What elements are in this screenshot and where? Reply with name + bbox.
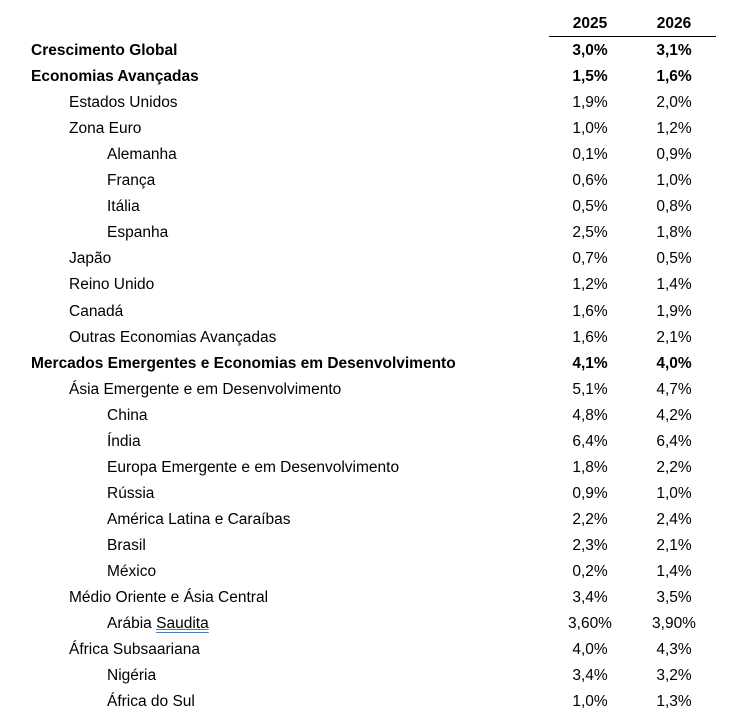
value-2025: 2,2% bbox=[572, 510, 608, 528]
row-label-text: América Latina e Caraíbas bbox=[107, 510, 291, 528]
value-2025: 3,60% bbox=[568, 615, 612, 633]
row-label-text: Espanha bbox=[107, 224, 169, 242]
table-row bbox=[0, 430, 729, 454]
table-row bbox=[0, 456, 729, 480]
table-row bbox=[0, 638, 729, 662]
value-2025: 1,2% bbox=[572, 276, 608, 294]
value-2025: 1,6% bbox=[572, 328, 608, 346]
value-2025: 3,4% bbox=[572, 667, 608, 685]
table-row bbox=[0, 143, 729, 167]
table-row bbox=[0, 39, 729, 63]
row-label bbox=[69, 326, 276, 350]
table-row bbox=[0, 378, 729, 402]
table-row bbox=[0, 664, 729, 688]
row-label-text: Economias Avançadas bbox=[31, 68, 199, 86]
value-2026: 1,6% bbox=[656, 68, 692, 86]
row-label-text: França bbox=[107, 172, 156, 190]
value-2026: 0,5% bbox=[656, 250, 692, 268]
value-2025: 4,0% bbox=[572, 641, 608, 659]
value-2026: 3,5% bbox=[656, 589, 692, 607]
table-row bbox=[0, 612, 729, 636]
row-label-text: Canadá bbox=[69, 302, 124, 320]
table-row bbox=[0, 404, 729, 428]
value-2026: 4,0% bbox=[656, 354, 692, 372]
table-row bbox=[0, 91, 729, 115]
value-2026: 2,2% bbox=[656, 458, 692, 476]
row-label bbox=[69, 638, 200, 662]
value-2026: 1,0% bbox=[656, 172, 692, 190]
row-label-text: Índia bbox=[107, 432, 141, 450]
table-row bbox=[0, 534, 729, 558]
table-row bbox=[0, 508, 729, 532]
row-label-text: Ásia Emergente e em Desenvolvimento bbox=[69, 380, 342, 398]
row-label-text: África do Sul bbox=[107, 693, 195, 711]
row-label bbox=[107, 612, 209, 636]
row-label bbox=[69, 586, 268, 610]
row-label bbox=[107, 664, 156, 688]
row-label bbox=[107, 534, 146, 558]
row-label bbox=[69, 273, 154, 297]
value-2026: 3,1% bbox=[656, 42, 692, 59]
row-label-text: Nigéria bbox=[107, 667, 157, 685]
row-label bbox=[69, 300, 123, 324]
row-label bbox=[107, 508, 291, 532]
value-2025: 0,7% bbox=[572, 250, 608, 268]
row-label-text: Alemanha bbox=[107, 146, 177, 164]
value-2026: 2,0% bbox=[656, 94, 692, 112]
value-2026: 4,2% bbox=[656, 406, 692, 424]
value-2025: 2,5% bbox=[572, 224, 608, 242]
row-label bbox=[31, 39, 177, 63]
row-label bbox=[107, 456, 399, 480]
row-label-text: Rússia bbox=[107, 484, 155, 502]
table-row bbox=[0, 690, 729, 714]
value-2026: 2,1% bbox=[656, 328, 692, 346]
row-label bbox=[107, 169, 155, 193]
value-2025: 6,4% bbox=[572, 432, 608, 450]
row-label bbox=[107, 143, 177, 167]
row-label-text: África Subsaariana bbox=[69, 641, 200, 659]
value-2026: 1,4% bbox=[656, 276, 692, 294]
value-2025: 1,0% bbox=[572, 120, 608, 138]
row-label-text: Arábia bbox=[107, 615, 157, 633]
table-row bbox=[0, 195, 729, 219]
row-label-text: Europa Emergente e em Desenvolvimento bbox=[107, 458, 400, 476]
row-label bbox=[107, 560, 156, 584]
row-label-text: Reino Unido bbox=[69, 276, 155, 294]
row-label bbox=[107, 221, 168, 245]
value-2025: 0,6% bbox=[572, 172, 608, 190]
table-row bbox=[0, 221, 729, 245]
value-2025: 3,4% bbox=[572, 589, 608, 607]
table-row bbox=[0, 482, 729, 506]
column-header-2025: 2025 bbox=[572, 15, 608, 32]
value-2026: 2,1% bbox=[656, 536, 692, 554]
table-row bbox=[0, 65, 729, 89]
value-2026: 3,90% bbox=[652, 615, 696, 633]
value-2026: 1,3% bbox=[656, 693, 692, 711]
table-row bbox=[0, 586, 729, 610]
value-2026: 2,4% bbox=[656, 510, 692, 528]
value-2026: 1,0% bbox=[656, 484, 692, 502]
row-label-text: Japão bbox=[69, 250, 112, 268]
row-label-text: Mercados Emergentes e Economias em Desenvolvimento bbox=[31, 354, 456, 372]
value-2026: 0,8% bbox=[656, 198, 692, 216]
row-label bbox=[107, 690, 195, 714]
value-2026: 1,8% bbox=[656, 224, 692, 242]
row-label bbox=[107, 482, 154, 506]
row-label-text: Zona Euro bbox=[69, 120, 142, 138]
value-2025: 1,8% bbox=[572, 458, 608, 476]
row-label-text: Médio Oriente e Ásia Central bbox=[69, 589, 269, 607]
table-row bbox=[0, 169, 729, 193]
row-label bbox=[69, 117, 141, 141]
row-label bbox=[107, 195, 140, 219]
value-2025: 4,8% bbox=[572, 406, 608, 424]
value-2025: 0,1% bbox=[572, 146, 608, 164]
value-2025: 3,0% bbox=[572, 42, 608, 59]
row-label bbox=[31, 352, 456, 376]
row-label bbox=[31, 65, 199, 89]
value-2026: 3,2% bbox=[656, 667, 692, 685]
value-2025: 2,3% bbox=[572, 536, 608, 554]
value-2025: 1,0% bbox=[572, 693, 608, 711]
table-row bbox=[0, 326, 729, 350]
row-label bbox=[107, 430, 141, 454]
row-label-text: China bbox=[107, 406, 148, 424]
table-row bbox=[0, 273, 729, 297]
row-label bbox=[107, 404, 148, 428]
value-2025: 0,9% bbox=[572, 484, 608, 502]
table-row bbox=[0, 352, 729, 376]
row-label-underlined-text: Saudita bbox=[156, 615, 209, 633]
row-label-text: Brasil bbox=[107, 536, 146, 554]
value-2026: 6,4% bbox=[656, 432, 692, 450]
value-2025: 1,9% bbox=[572, 94, 608, 112]
row-label-text: Outras Economias Avançadas bbox=[69, 328, 277, 346]
row-label-text: Crescimento Global bbox=[31, 42, 178, 59]
value-2026: 1,4% bbox=[656, 563, 692, 580]
value-2026: 4,3% bbox=[656, 641, 692, 659]
value-2026: 0,9% bbox=[656, 146, 692, 164]
value-2025: 1,5% bbox=[572, 68, 608, 86]
value-2025: 0,2% bbox=[572, 563, 608, 580]
header-underline bbox=[549, 36, 716, 37]
table-row bbox=[0, 117, 729, 141]
row-label-text: Estados Unidos bbox=[69, 94, 178, 112]
row-label bbox=[69, 378, 341, 402]
value-2025: 1,6% bbox=[572, 302, 608, 320]
value-2025: 0,5% bbox=[572, 198, 608, 216]
table-row bbox=[0, 300, 729, 324]
value-2025: 5,1% bbox=[572, 380, 608, 398]
value-2026: 1,9% bbox=[656, 302, 692, 320]
column-header-2026: 2026 bbox=[656, 15, 692, 32]
value-2026: 1,2% bbox=[656, 120, 692, 138]
row-label-text: México bbox=[107, 563, 157, 580]
value-2025: 4,1% bbox=[572, 354, 608, 372]
row-label-text: Itália bbox=[107, 198, 140, 216]
row-label bbox=[69, 91, 178, 115]
row-label bbox=[69, 247, 111, 271]
table-row bbox=[0, 560, 729, 584]
value-2026: 4,7% bbox=[656, 380, 692, 398]
table-row bbox=[0, 247, 729, 271]
